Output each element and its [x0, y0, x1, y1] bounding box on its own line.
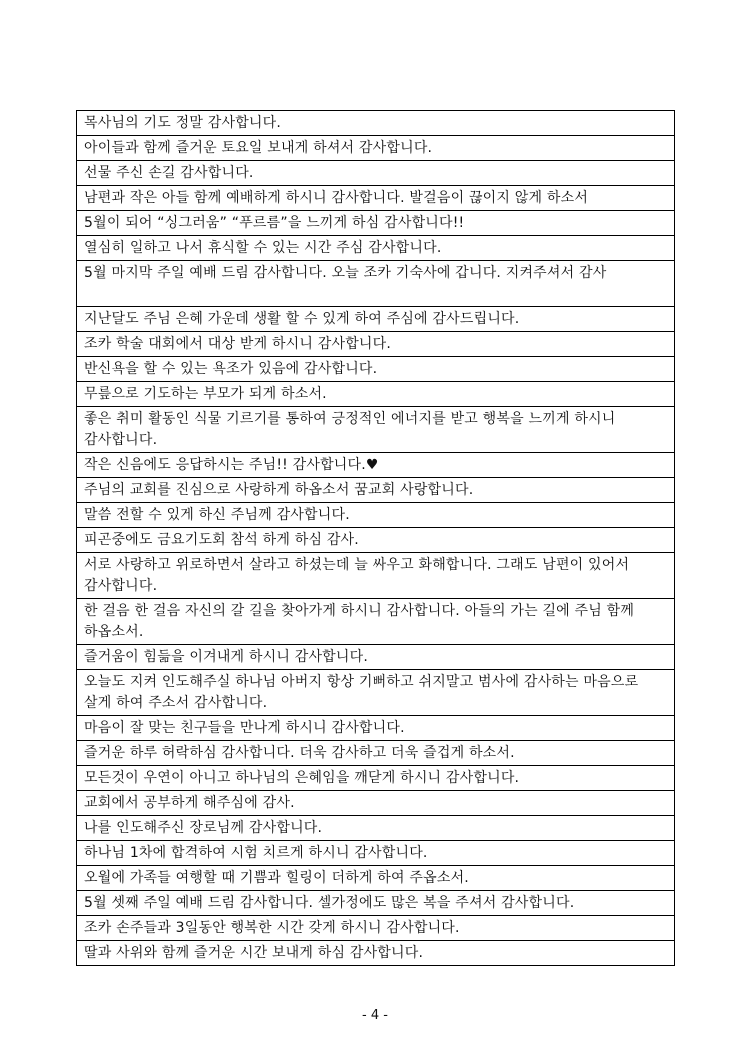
page-number: - 4 -: [362, 1008, 388, 1023]
entry-cell: 열심히 일하고 나서 휴식할 수 있는 시간 주심 감사합니다.: [77, 236, 675, 261]
table-row: [77, 816, 675, 841]
table-row: [77, 645, 675, 670]
table-row: [77, 332, 675, 357]
entry-cell: 마음이 잘 맞는 친구들을 만나게 하시니 감사합니다.: [77, 716, 675, 741]
table-row: [77, 478, 675, 503]
entry-cell: 반신욕을 할 수 있는 욕조가 있음에 감사합니다.: [77, 357, 675, 382]
entry-cell: 지난달도 주님 은혜 가운데 생활 할 수 있게 하여 주심에 감사드립니다.: [77, 307, 675, 332]
table-row: [77, 307, 675, 332]
entry-cell: 5월 마지막 주일 예배 드림 감사합니다. 오늘 조카 기숙사에 갑니다. 지켜주셔서 감사: [77, 261, 675, 307]
table-row: [77, 891, 675, 916]
table-row: [77, 941, 675, 966]
entry-cell: 주님의 교회를 진심으로 사랑하게 하옵소서 꿈교회 사랑합니다.: [77, 478, 675, 503]
table-row: [77, 211, 675, 236]
entry-cell: 무릎으로 기도하는 부모가 되게 하소서.: [77, 382, 675, 407]
table-row: [77, 111, 675, 136]
table-row: [77, 136, 675, 161]
entry-cell: 남편과 작은 아들 함께 예배하게 하시니 감사합니다. 발걸음이 끊이지 않게 하소서: [77, 186, 675, 211]
table-row: [77, 503, 675, 528]
entry-cell: 즐거움이 힘듦을 이겨내게 하시니 감사합니다.: [77, 645, 675, 670]
table-row: [77, 407, 675, 453]
table-row: [77, 553, 675, 599]
table-row: [77, 766, 675, 791]
table-row: [77, 866, 675, 891]
table-row: [77, 186, 675, 211]
entry-cell: 한 걸음 한 걸음 자신의 갈 길을 찾아가게 하시니 감사합니다. 아들의 가는 길에 주님 함께 하옵소서.: [77, 599, 675, 645]
entry-cell: 5월 셋째 주일 예배 드림 감사합니다. 셀가정에도 많은 복을 주셔서 감사합니다.: [77, 891, 675, 916]
entry-cell: 즐거운 하루 허락하심 감사합니다. 더욱 감사하고 더욱 즐겁게 하소서.: [77, 741, 675, 766]
entry-cell: 조카 손주들과 3일동안 행복한 시간 갖게 하시니 감사합니다.: [77, 916, 675, 941]
table-row: [77, 528, 675, 553]
table-row: [77, 670, 675, 716]
entry-cell: 목사님의 기도 정말 감사합니다.: [77, 111, 675, 136]
entry-cell: 오월에 가족들 여행할 때 기쁨과 힐링이 더하게 하여 주옵소서.: [77, 866, 675, 891]
entry-cell: 교회에서 공부하게 해주심에 감사.: [77, 791, 675, 816]
table-row: [77, 357, 675, 382]
entry-cell: 딸과 사위와 함께 즐거운 시간 보내게 하심 감사합니다.: [77, 941, 675, 966]
table-row: [77, 841, 675, 866]
entry-cell: 작은 신음에도 응답하시는 주님!! 감사합니다.♥: [77, 453, 675, 478]
table-row: [77, 261, 675, 307]
table-row: [77, 791, 675, 816]
entry-cell: 조카 학술 대회에서 대상 받게 하시니 감사합니다.: [77, 332, 675, 357]
table-row: [77, 382, 675, 407]
entry-cell: 피곤중에도 금요기도회 참석 하게 하심 감사.: [77, 528, 675, 553]
table-row: [77, 236, 675, 261]
table-row: [77, 599, 675, 645]
table-row: [77, 161, 675, 186]
entry-cell: 모든것이 우연이 아니고 하나님의 은혜임을 깨닫게 하시니 감사합니다.: [77, 766, 675, 791]
table-row: [77, 916, 675, 941]
gratitude-table: [76, 110, 675, 966]
entry-cell: 선물 주신 손길 감사합니다.: [77, 161, 675, 186]
entry-cell: 아이들과 함께 즐거운 토요일 보내게 하셔서 감사합니다.: [77, 136, 675, 161]
entry-cell: 말씀 전할 수 있게 하신 주님께 감사합니다.: [77, 503, 675, 528]
entry-cell: 하나님 1차에 합격하여 시험 치르게 하시니 감사합니다.: [77, 841, 675, 866]
entry-cell: 오늘도 지켜 인도해주실 하나님 아버지 항상 기뻐하고 쉬지말고 범사에 감사하는 마음으로 살게 하여 주소서 감사합니다.: [77, 670, 675, 716]
table-row: [77, 453, 675, 478]
table-row: [77, 741, 675, 766]
table-row: [77, 716, 675, 741]
entry-cell: 서로 사랑하고 위로하면서 살라고 하셨는데 늘 싸우고 화해합니다. 그래도 남편이 있어서 감사합니다.: [77, 553, 675, 599]
entry-cell: 5월이 되어 “싱그러움” “푸르름”을 느끼게 하심 감사합니다!!: [77, 211, 675, 236]
entry-cell: 나를 인도해주신 장로님께 감사합니다.: [77, 816, 675, 841]
entry-cell: 좋은 취미 활동인 식물 기르기를 통하여 긍정적인 에너지를 받고 행복을 느끼게 하시니 감사합니다.: [77, 407, 675, 453]
